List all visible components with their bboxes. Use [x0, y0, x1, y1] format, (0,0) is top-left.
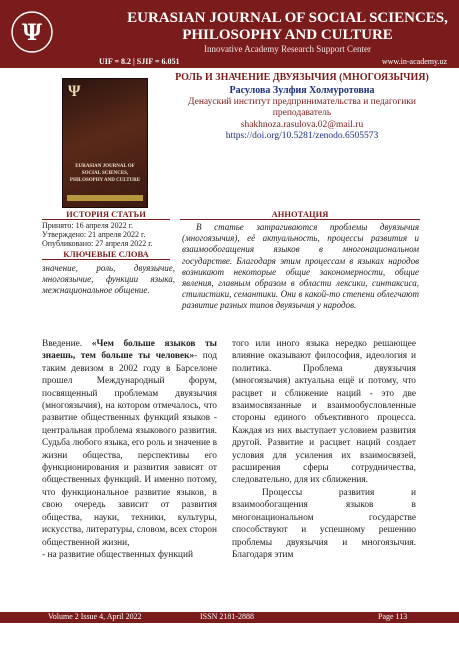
journal-title — [120, 10, 455, 44]
cover-title: EURASIAN JOURNAL OF SOCIAL SCIENCES, PHILOSOPHY AND CULTURE — [69, 164, 141, 183]
body-paragraph-2: Процессы развития и взаимообогащения языков в многонациональном государстве способствуют и успешному решению проблемы двуязычия и многоязычия. Благодаря этим — [232, 487, 416, 560]
body-paragraph-1: того или иного языка нередко решающее влияние оказывают философия, идеология и политика. Проблема двуязычия (многоязычия) актуальна ещё и потому, что расцвет и сближение наций - это две взаимосвязанные и взаимообусловленные стороны единого объективного процесса. Каждая из них выступает условием развития другой. Развитие и расцвет наций создает условия для усиления их взаимосвязей, расширения сферы сотрудничества, следовательно, для их сближения. — [232, 339, 416, 486]
history-heading: ИСТОРИЯ СТАТЬИ — [42, 209, 170, 220]
journal-title-line2: PHILOSOPHY AND CULTURE — [182, 27, 393, 43]
svg-text:Ψ: Ψ — [21, 20, 43, 46]
abstract-heading: АННОТАЦИЯ — [180, 209, 420, 220]
journal-header — [0, 0, 459, 68]
intro-text: - под таким девизом в 2002 году в Барселоне прошел Международный форум, посвященный проблемам двуязычия (многоязычия), на котором отмечалось, что развитие общественных функций языков - центральная проблема языкового развития. Судьба любого языка, его роль и значение в жизни общества, перспективы его функционирования и развития зависят от общественных функций. И именно потому, что функциональное развитие языков, в свою очередь зависит от развития общества, науки, техники, культуры, искусства, литературы, словом, всех сторон общественной жизни, — [42, 351, 217, 548]
history-received: Принято: 16 апреля 2022 г. — [42, 221, 133, 230]
intro-label: Введение. — [42, 339, 83, 349]
journal-logo-icon — [10, 8, 54, 58]
journal-website-link[interactable]: www.in-academy.uz — [381, 57, 447, 66]
doi-link[interactable]: https://doi.org/10.5281/zenodo.6505573 — [225, 131, 379, 141]
author-email-link[interactable]: shakhnoza.rasulova.02@mail.ru — [240, 120, 364, 130]
cover-band — [67, 195, 143, 201]
body-column-left — [42, 338, 217, 561]
article-history — [42, 221, 177, 248]
journal-cover-image — [62, 78, 148, 208]
page-footer — [0, 612, 459, 623]
impact-factor: UIF = 8.2 | SJIF = 6.051 — [99, 57, 180, 66]
footer-volume: Volume 2 Issue 4, April 2022 — [48, 612, 142, 621]
history-approved: Утверждено: 21 апреля 2022 г. — [42, 230, 146, 239]
intro-quote: «Чем больше языков ты знаешь, тем больше ты человек» — [42, 339, 217, 362]
journal-subtitle: Innovative Academy Research Support Center — [204, 44, 371, 54]
article-title: РОЛЬ И ЗНАЧЕНИЕ ДВУЯЗЫЧИЯ (МНОГОЯЗЫЧИЯ) — [175, 72, 429, 83]
history-published: Опубликовано: 27 апреля 2022 г. — [42, 239, 153, 248]
journal-title-line1: EURASIAN JOURNAL OF SOCIAL SCIENCES, — [127, 10, 448, 26]
cover-logo: Ψ — [68, 83, 81, 100]
affiliation-position: преподаватель — [272, 108, 332, 118]
footer-page: Page 113 — [378, 612, 408, 621]
author-affiliation — [152, 97, 452, 119]
keywords-text: значение, роль, двуязычие, многоязычие, функции языка, межнациональное общение. — [42, 263, 175, 295]
footer-issn: ISSN 2181-2888 — [200, 612, 255, 621]
affiliation-institution: Денауский институт предпринимательства и педагогики — [188, 97, 416, 107]
body-column-right — [232, 338, 416, 561]
abstract-text: В статье затрагиваются проблемы двуязычия (многоязычия), её актуальность, процессы развития и взаимообогащения языков в многонациональном государстве. Благодаря этим процессам в языках народов возникают некоторые общие закономерности, общие явления, главным образом в области лексики, синтаксиса, стилистики, семантики. Они в какой-то степени облегчают развитие разных типов двуязычия у народов. — [182, 222, 419, 311]
article-author: Расулова Зулфия Холмуротовна — [229, 85, 375, 96]
keywords-heading: КЛЮЧЕВЫЕ СЛОВА — [42, 249, 170, 260]
intro-text-continued: - на развитие общественных функций — [42, 549, 193, 560]
